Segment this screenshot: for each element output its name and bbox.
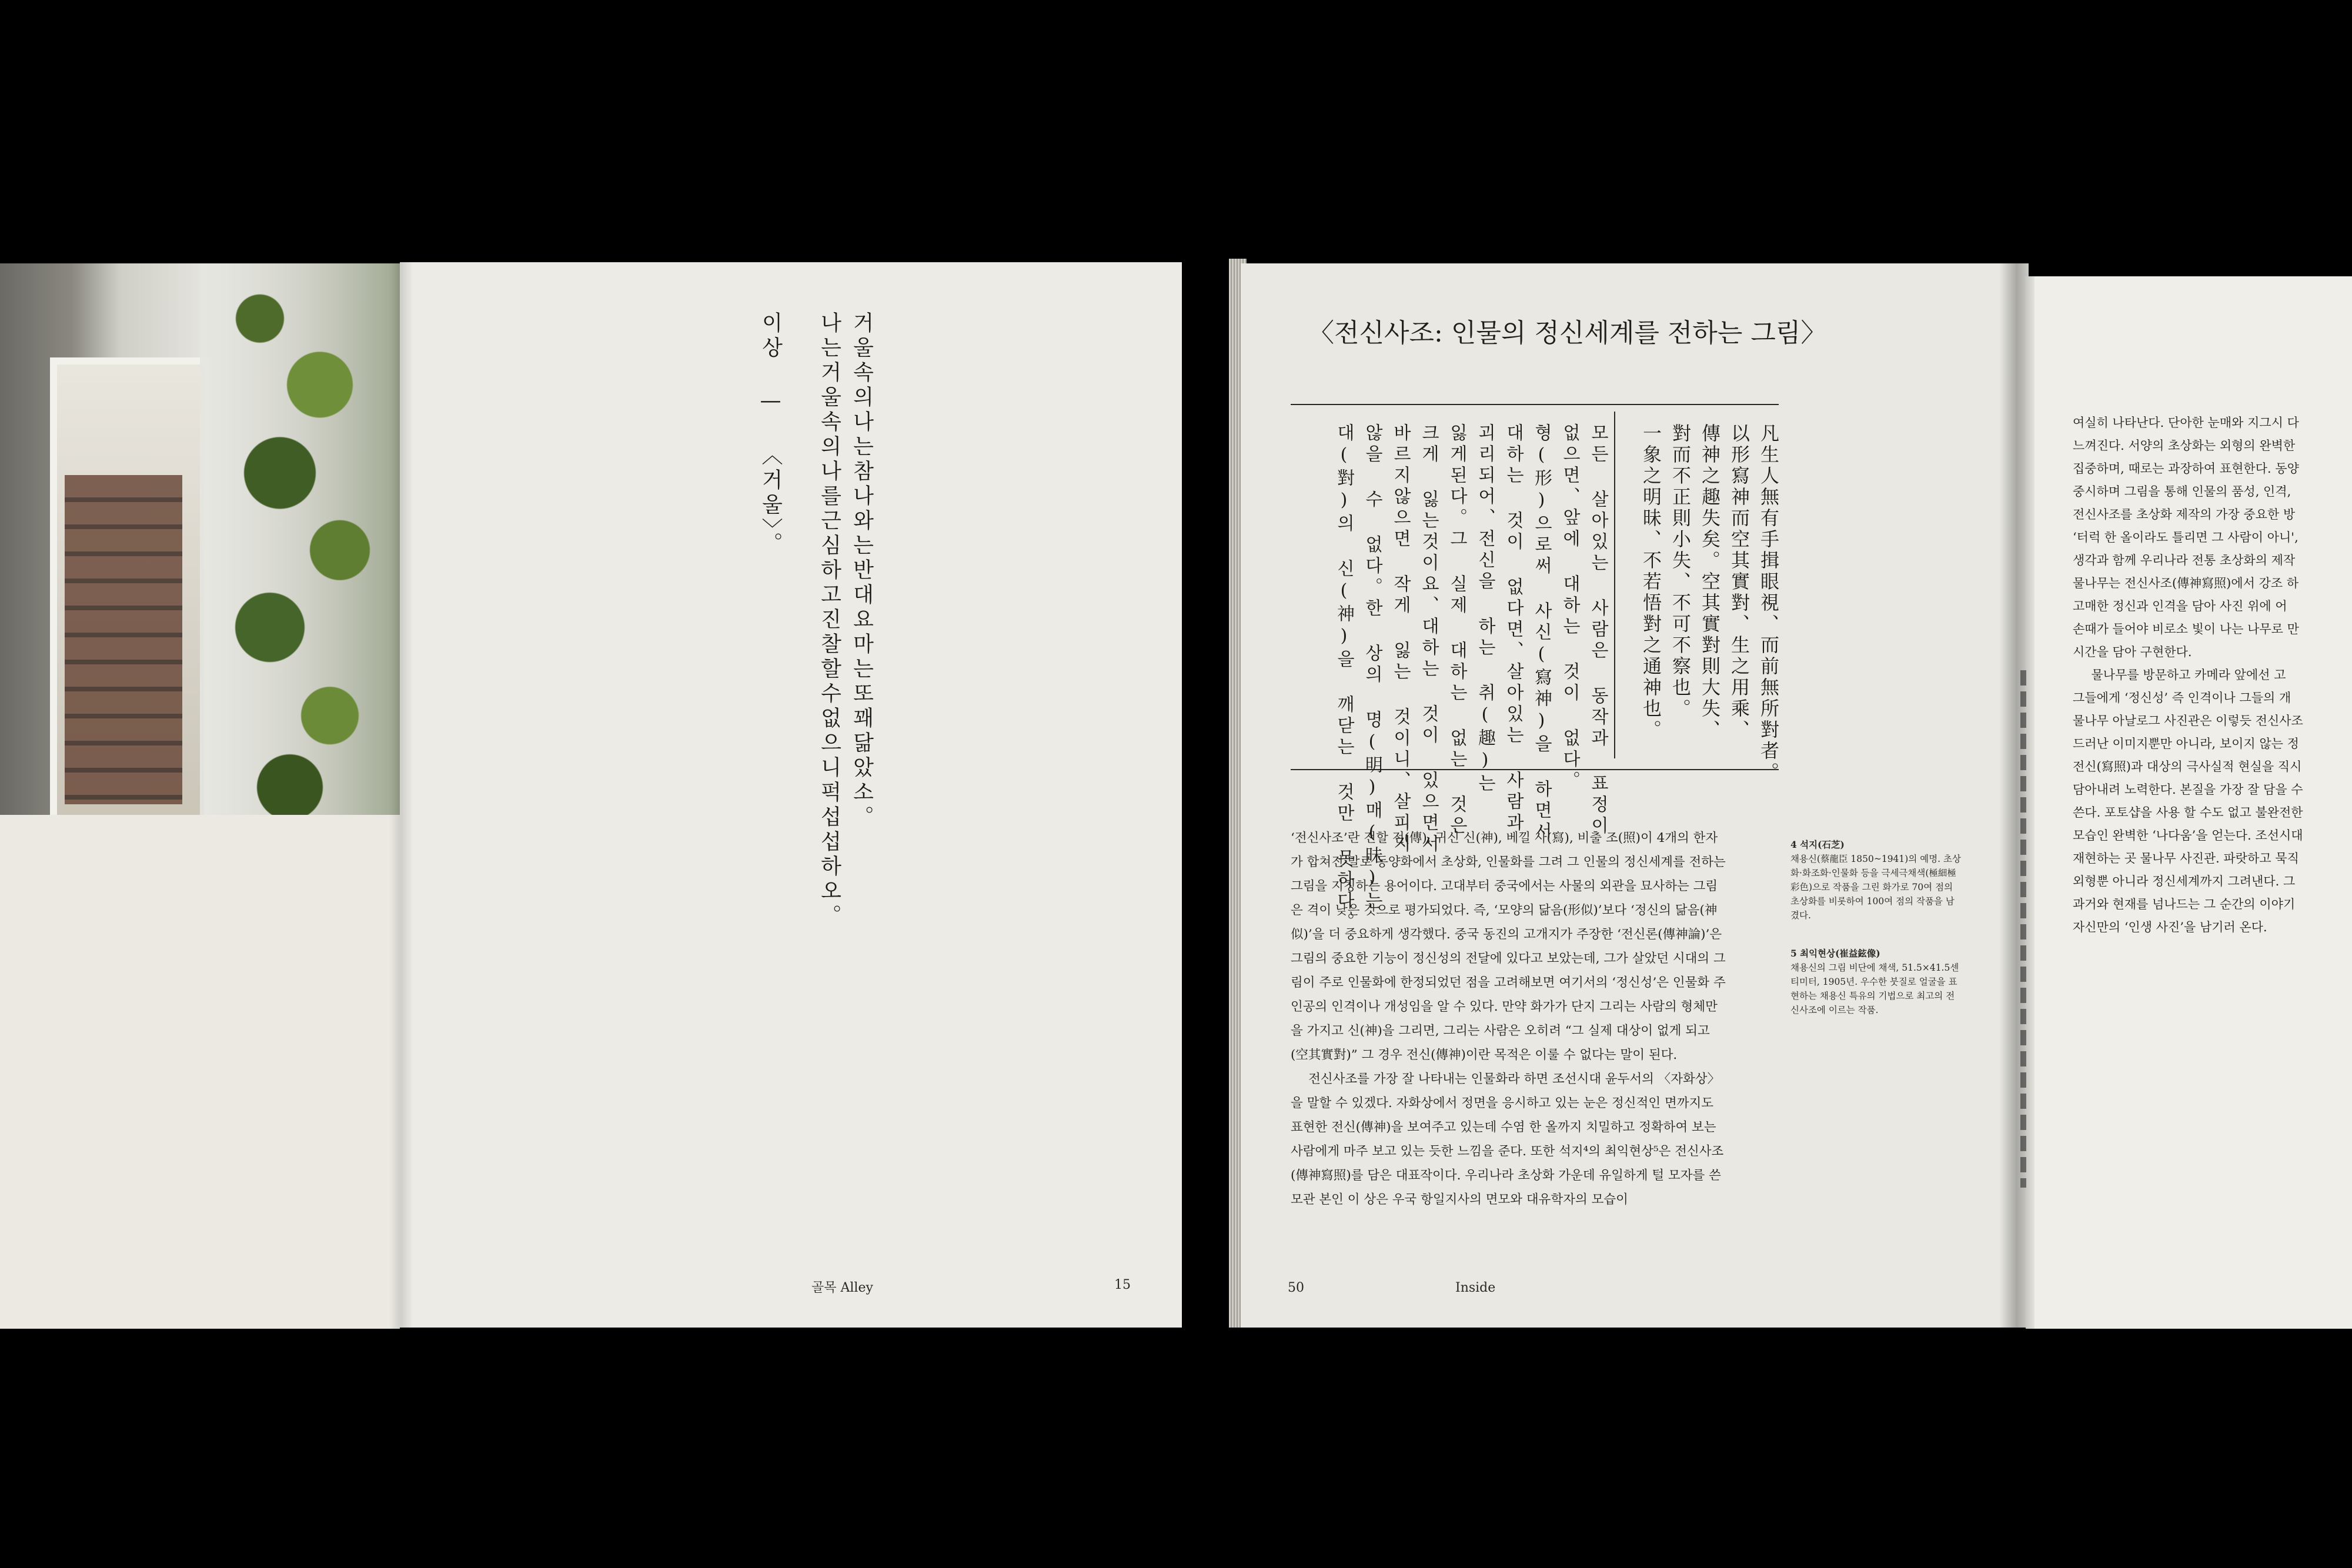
- next-page-line: 그들에게 ‘정신성’ 즉 인격이나 그들의 개: [2073, 691, 2291, 705]
- right-spine-shadow: [1999, 259, 2034, 1329]
- footnote-4: [1790, 838, 1961, 922]
- next-page-line: 중시하며 그림을 통해 인물의 품성, 인격,: [2073, 484, 2291, 499]
- footnote-4-text: 채용신(蔡龍臣 1850~1941)의 예명. 초상화·화조화·인물화 등을 극세극채색(極細極彩色)으로 작품을 그린 화가로 70여 점의 초상화를 비롯하여 100여 점의 작품을 남겼다.: [1790, 854, 1961, 921]
- next-page-line: 외형뿐 아니라 정신세계까지 그려낸다. 그: [2073, 874, 2296, 888]
- footnote-5-title: 5 최익현상(崔益鉉像): [1790, 948, 1880, 959]
- right-page-number: 50: [1288, 1281, 1304, 1295]
- next-page-line: 자신만의 ‘인생 사진’을 남기러 온다.: [2073, 920, 2267, 934]
- next-page-body: [2073, 412, 2352, 939]
- right-footer-section: Inside: [1455, 1281, 1496, 1295]
- translation-line: 대(對)의 신(神)을 깨닫는 것만 못하다。: [1334, 423, 1354, 934]
- translation-line: 않을 수 없다。한 상의 명(明)매(昧)는: [1362, 423, 1382, 912]
- quote-column-divider: [1614, 412, 1615, 758]
- next-page-line: 전신(寫照)과 대상의 극사실적 현실을 직시: [2073, 760, 2302, 774]
- hanja-quote-line: 傳神之趣失矣。空其實對則大失、: [1699, 423, 1721, 741]
- hanja-quote-line: 以形寫神而空其實對、生之用乘、: [1728, 423, 1750, 741]
- next-page-line: 물나무 아날로그 사진관은 이렇듯 전신사조: [2073, 714, 2303, 728]
- article-body: [1291, 826, 1726, 1212]
- binding-stitches: [2020, 670, 2026, 1188]
- next-page-line: 재현하는 곳 물나무 사진관. 파랏하고 묵직: [2073, 851, 2299, 865]
- body-paragraph: 전신사조를 가장 잘 나타내는 인물화라 하면 조선시대 윤두서의 〈자화상〉을 말할 수 있겠다. 자화상에서 정면을 응시하고 있는 눈은 정신적인 면까지도 표현한 전신(傳神)을 보여주고 있는데 수염 한 올까지 치밀하고 정확하여 보는 사람에게 마주 보고 있는 듯한 느낌을 준다. 또한 석지⁴의 최익현상⁵은 전신사조(傳神寫照)를 담은 대표작이다. 우리나라 초상화 가운데 유일하게 털 모자를 쓴 모관 본인 이 상은 우국 항일지사의 면모와 대유학자의 모습이: [1291, 1072, 1724, 1207]
- next-page-line: 담아내려 노력한다. 본질을 가장 잘 담을 수: [2073, 783, 2303, 797]
- footnote-5-text: 채용신의 그림 비단에 채색, 51.5×41.5센티미터, 1905년. 우수한 붓질로 얼굴을 표현하는 채용신 특유의 기법으로 최고의 전신사조에 이르는 작품.: [1790, 962, 1959, 1015]
- translation-line: 크게 잃는것이요、대하는 것이 있으면서: [1418, 423, 1439, 855]
- body-paragraph: ‘전신사조’란 전할 전(傳), 귀신 신(神), 베낄 사(寫), 비출 조(照)이 4개의 한자가 합쳐진 말로 동양화에서 초상화, 인물화를 그려 그 인물의 정신세계를 전하는 그림을 지칭하는 용어이다. 고대부터 중국에서는 사물의 외관을 묘사하는 그림은 격이 낮은 것으로 평가되었다. 즉, ‘모양의 닮음(形似)’보다 ‘정신의 닮음(神似)’을 더 중요하게 생각했다. 중국 동진의 고개지가 주장한 ‘전신론(傳神論)’은 그림의 중요한 기능이 정신성의 전달에 있다고 보았는데, 그가 살았던 시대의 그림이 주로 인물화에 한정되었던 점을 고려해보면 여기서의 ‘정신성’은 인물화 주인공의 인격이나 개성임을 알 수 있다. 만약 화가가 단지 그리는 사람의 형체만을 가지고 신(神)을 그리면, 그리는 사람은 오히려 “그 실제 대상이 없게 되고(空其實對)” 그 경우 전신(傳神)이란 목적은 이룰 수 없다는 말이 된다.: [1291, 831, 1726, 1062]
- translation-line: 형(形)으로써 사신(寫神)을 하면서: [1531, 423, 1552, 843]
- next-page-line: ‘터럭 한 올이라도 틀리면 그 사람이 아니',: [2073, 530, 2298, 544]
- translation-line: 대하는 것이 없다면、살아있는 사람과: [1503, 423, 1524, 834]
- translation-line: 없으면、앞에 대하는 것이 없다。: [1559, 423, 1580, 792]
- next-page-line: 과거와 현재를 넘나드는 그 순간의 이야기: [2073, 897, 2296, 911]
- next-page-line: 드러난 이미지뿐만 아니라, 보이지 않는 정: [2073, 737, 2299, 751]
- next-page-line: 손때가 들어야 비로소 빛이 나는 나무로 만: [2073, 622, 2299, 636]
- poem-line-2: 나는거울속의나를근심하고진찰할수없으니퍽섭섭하오。: [817, 312, 841, 929]
- next-page-line: 여실히 나타난다. 단아한 눈매와 지그시 다: [2073, 416, 2299, 430]
- next-page-line: 느껴진다. 서양의 초상화는 외형의 완벽한: [2073, 439, 2296, 453]
- poem-credit: 이상 — 〈거울〉。: [759, 312, 783, 557]
- hanja-quote-line: 對而不正則小失、不可不察也。: [1669, 423, 1692, 720]
- hanja-quote-line: 凡生人無有手揖眼視、而前無所對者。: [1758, 423, 1780, 783]
- next-page-line: 쓴다. 포토샵을 사용 할 수도 없고 불완전한: [2073, 805, 2303, 820]
- next-page-line: 모습인 완벽한 ‘나다움’을 얻는다. 조선시대: [2073, 828, 2303, 842]
- poem-page: [400, 262, 1182, 1328]
- footnote-5: [1790, 947, 1961, 1017]
- next-page-line: 집중하며, 때로는 과장하여 표현한다. 동양: [2073, 462, 2299, 476]
- left-blank-page: [0, 815, 400, 1329]
- next-page-line: 생각과 함께 우리나라 전통 초상화의 제작: [2073, 553, 2296, 567]
- translation-line: 바르지않으면 작게 잃는 것이니、살피지: [1390, 423, 1411, 855]
- next-page-line: 시간을 담아 구현한다.: [2073, 645, 2192, 659]
- poem-line-1: 거울속의나는참나와는반대요마는또꽤닮았소。: [850, 312, 874, 830]
- left-spine-shadow: [389, 262, 413, 1329]
- translation-line: 모든 살아있는 사람은 동작과 표정이: [1588, 423, 1608, 837]
- left-footer-section: 골목 Alley: [811, 1281, 873, 1295]
- next-page-line: 물나무는 전신사조(傳神寫照)에서 강조 하: [2073, 576, 2299, 590]
- next-page-line: 물나무를 방문하고 카메라 앞에선 고: [2091, 668, 2286, 682]
- footnote-4-title: 4 석지(石芝): [1790, 839, 1845, 850]
- hanja-quote-line: 一象之明昧、不若悟對之通神也。: [1640, 423, 1662, 741]
- next-page-line: 전신사조를 초상화 제작의 가장 중요한 방: [2073, 507, 2296, 521]
- title-divider: [1291, 404, 1779, 405]
- article-title: 〈전신사조: 인물의 정신세계를 전하는 그림〉: [1308, 318, 1827, 348]
- translation-line: 잃게된다。그 실제 대하는 없는 것은: [1446, 423, 1467, 837]
- translation-line: 괴리되어、전신을 하는 취(趣)는: [1475, 423, 1495, 795]
- next-page-line: 고매한 정신과 인격을 담아 사진 위에 어: [2073, 599, 2287, 613]
- entrance-photo: [0, 263, 400, 815]
- ivy-foliage: [200, 263, 400, 815]
- left-page-number: 15: [1114, 1278, 1131, 1292]
- staircase: [65, 475, 182, 804]
